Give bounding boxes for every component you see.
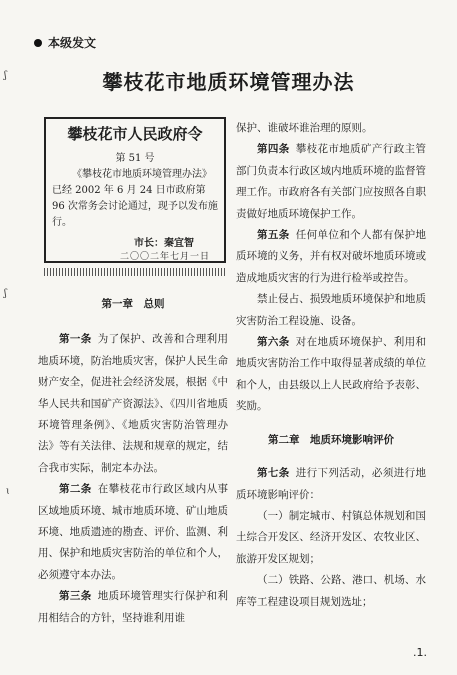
section-label-text: 本级发文 <box>48 36 97 50</box>
decree-signature: 市长：秦宜智 <box>134 238 194 249</box>
article-1-label: 第一条 <box>59 333 92 346</box>
list-item-1: （一）制定城市、村镇总体规划和国土综合开发区、经济开发区、农牧业区、旅游开发区规划； <box>236 509 426 565</box>
decree-body: 《攀枝花市地质环境管理办法》已经 2002 年 6 月 24 日市政府第 96 次常务会讨论通过，现予以发布施行。 <box>52 169 218 228</box>
section-label <box>34 34 96 51</box>
article-5 <box>236 225 426 289</box>
article-6-text: 对在地质环境保护、利用和地质灾害防治工作中取得显著成绩的单位和个人，由县级以上人民政府给予表彰、奖励。 <box>236 336 427 413</box>
article-5-label: 第五条 <box>257 229 290 242</box>
article-7 <box>236 463 426 506</box>
left-column <box>38 294 228 629</box>
continued-text: 保护、谁破坏谁治理的原则。 <box>236 122 373 134</box>
article-4-label: 第四条 <box>257 143 290 156</box>
margin-mark: ʃ <box>4 288 7 299</box>
article-1 <box>38 329 228 479</box>
margin-mark: ɩ <box>6 486 10 497</box>
chapter-1-heading: 第一章 总则 <box>101 298 165 310</box>
article-7-text: 进行下列活动，必须进行地质环境影响评价： <box>236 467 427 501</box>
article-4 <box>236 139 426 225</box>
decree-issuer: 攀枝花市人民政府令 <box>67 125 203 143</box>
article-3-text: 地质环境管理实行保护和利用相结合的方针，坚持谁利用谁 <box>38 590 229 624</box>
bullet-icon <box>34 39 42 47</box>
decorative-hatch-divider <box>44 268 226 276</box>
article-7-label: 第七条 <box>257 467 290 480</box>
page-number: .1. <box>413 646 427 659</box>
chapter-2-heading: 第二章 地质环境影响评价 <box>268 433 394 446</box>
article-1-text: 为了保护、改善和合理利用地质环境，防治地质灾害，保护人民生命财产安全，促进社会经济发展，根据《中华人民共和国矿产资源法》、《四川省地质环境管理条例》、《地质灾害防治管理办法》等有关法律、法规和规章的规定，结合我市实际，制定本办法。 <box>38 333 229 474</box>
decree-number: 第 51 号 <box>115 153 155 164</box>
article-3 <box>38 586 228 629</box>
decree-box <box>44 117 226 263</box>
article-2 <box>38 479 228 586</box>
list-item-2: （二）铁路、公路、港口、机场、水库等工程建设项目规划选址； <box>236 574 426 608</box>
article-3-label: 第三条 <box>59 590 92 603</box>
document-title: 攀枝花市地质环境管理办法 <box>102 70 355 94</box>
article-5-paragraph-2: 禁止侵占、损毁地质环境保护和地质灾害防治工程设施、设备。 <box>236 293 426 327</box>
article-4-text: 攀枝花市地质矿产行政主管部门负责本行政区域内地质环境的监督管理工作。市政府各有关部门应按照各自职责做好地质环境保护工作。 <box>236 143 427 220</box>
right-column <box>236 118 426 613</box>
article-6-label: 第六条 <box>257 336 290 349</box>
decree-date: 二〇〇二年七月一日 <box>119 252 210 262</box>
article-5-text: 任何单位和个人都有保护地质环境的义务，并有权对破坏地质环境或造成地质灾害的行为进行检举或控告。 <box>236 229 427 284</box>
article-2-label: 第二条 <box>59 483 92 496</box>
article-6 <box>236 332 426 418</box>
margin-mark: ʃ <box>4 70 7 81</box>
article-2-text: 在攀枝花市行政区域内从事区域地质环境、城市地质环境、矿山地质环境、地质遗迹的勘查、评价、监测、利用、保护和地质灾害防治的单位和个人，必须遵守本办法。 <box>38 483 229 581</box>
